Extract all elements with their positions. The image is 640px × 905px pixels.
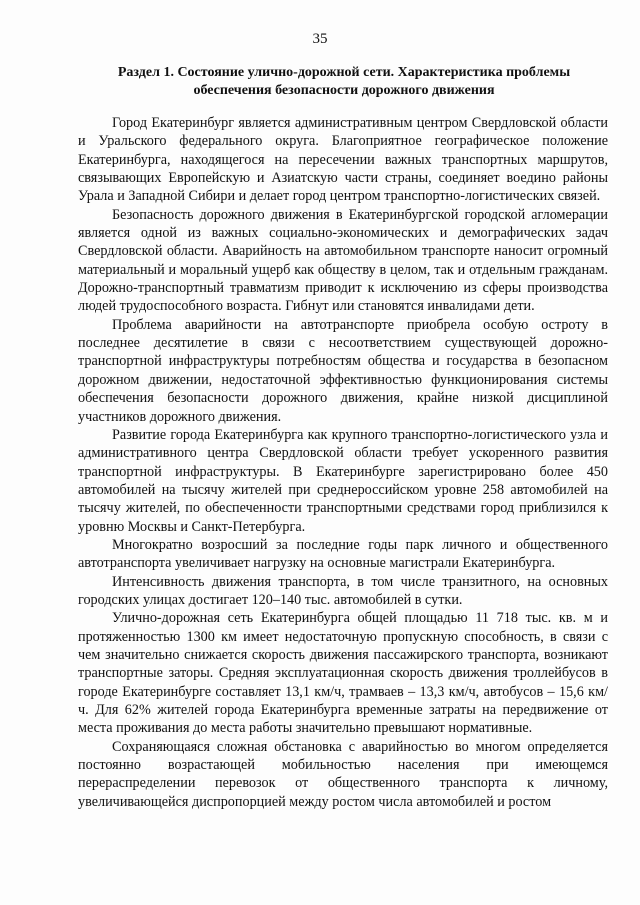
paragraph: Сохраняющаяся сложная обстановка с аварийностью во многом определяется постоянно возрастающей мобильностью населения при имеющемся перераспределении перевозок от общественного транспорта к личному, увеличивающейся диспропорцией между ростом числа автомобилей и ростом [78,738,608,810]
page-number: 35 [312,31,328,47]
paragraph: Развитие города Екатеринбурга как крупного транспортно-логистического узла и административного центра Свердловской области требует ускоренного развития транспортной инфраструктуры. В Екатеринбурге зарегистрировано более 450 автомобилей на тысячу жителей при среднероссийском уровне 258 автомобилей на тысячу жителей, по обеспеченности транспортными средствами город приблизился к уровню Москвы и Санкт-Петербурга. [78,426,608,535]
paragraph: Проблема аварийности на автотранспорте приобрела особую остроту в последнее десятилетие в связи с несоответствием существующей дорожно-транспортной инфраструктуры потребностям общества и государства в безопасном дорожном движении, недостаточной эффективностью функционирования системы обеспечения безопасности дорожного движения, крайне низкой дисциплиной участников дорожного движения. [78,316,608,425]
paragraph: Город Екатеринбург является административным центром Свердловской области и Уральского федерального округа. Благоприятное географическое положение Екатеринбурга, находящегося на пересечении важных транспортных маршрутов, связывающих Европейскую и Азиатскую части страны, соединяет воедино районы Урала и Западной Сибири и делает город центром транспортно-логистических связей. [78,115,608,205]
paragraph: Многократно возросший за последние годы парк личного и общественного автотранспорта увеличивает нагрузку на основные магистрали Екатеринбурга. [78,536,608,572]
paragraph: Безопасность дорожного движения в Екатеринбургской городской агломерации является одной из важных социально-экономических и демографических задач Свердловской области. Аварийность на автомобильном транспорте наносит огромный материальный и моральный ущерб как обществу в целом, так и отдельным гражданам. Дорожно-транспортный травматизм приводит к исключению из сферы производства людей трудоспособного возраста. Гибнут или становятся инвалидами дети. [78,206,608,315]
paragraph: Интенсивность движения транспорта, в том числе транзитного, на основных городских улицах достигает 120–140 тыс. автомобилей в сутки. [78,573,608,608]
section-heading: Раздел 1. Состояние улично-дорожной сети. Характеристика проблемы обеспечения безопасности дорожного движения [117,65,571,98]
body-text [78,114,608,811]
paragraph: Улично-дорожная сеть Екатеринбурга общей площадью 11 718 тыс. кв. м и протяженностью 1300 км имеет недостаточную пропускную способность, в связи с чем значительно снижается скорость движения пассажирского транспорта, возникают транспортные заторы. Средняя эксплуатационная скорость движения троллейбусов в городе Екатеринбурге составляет 13,1 км/ч, трамваев – 13,3 км/ч, автобусов – 15,6 км/ч. Для 62% жителей города Екатеринбурга временные затраты на передвижение от места проживания до места работы значительно превышают нормативные. [78,610,608,737]
